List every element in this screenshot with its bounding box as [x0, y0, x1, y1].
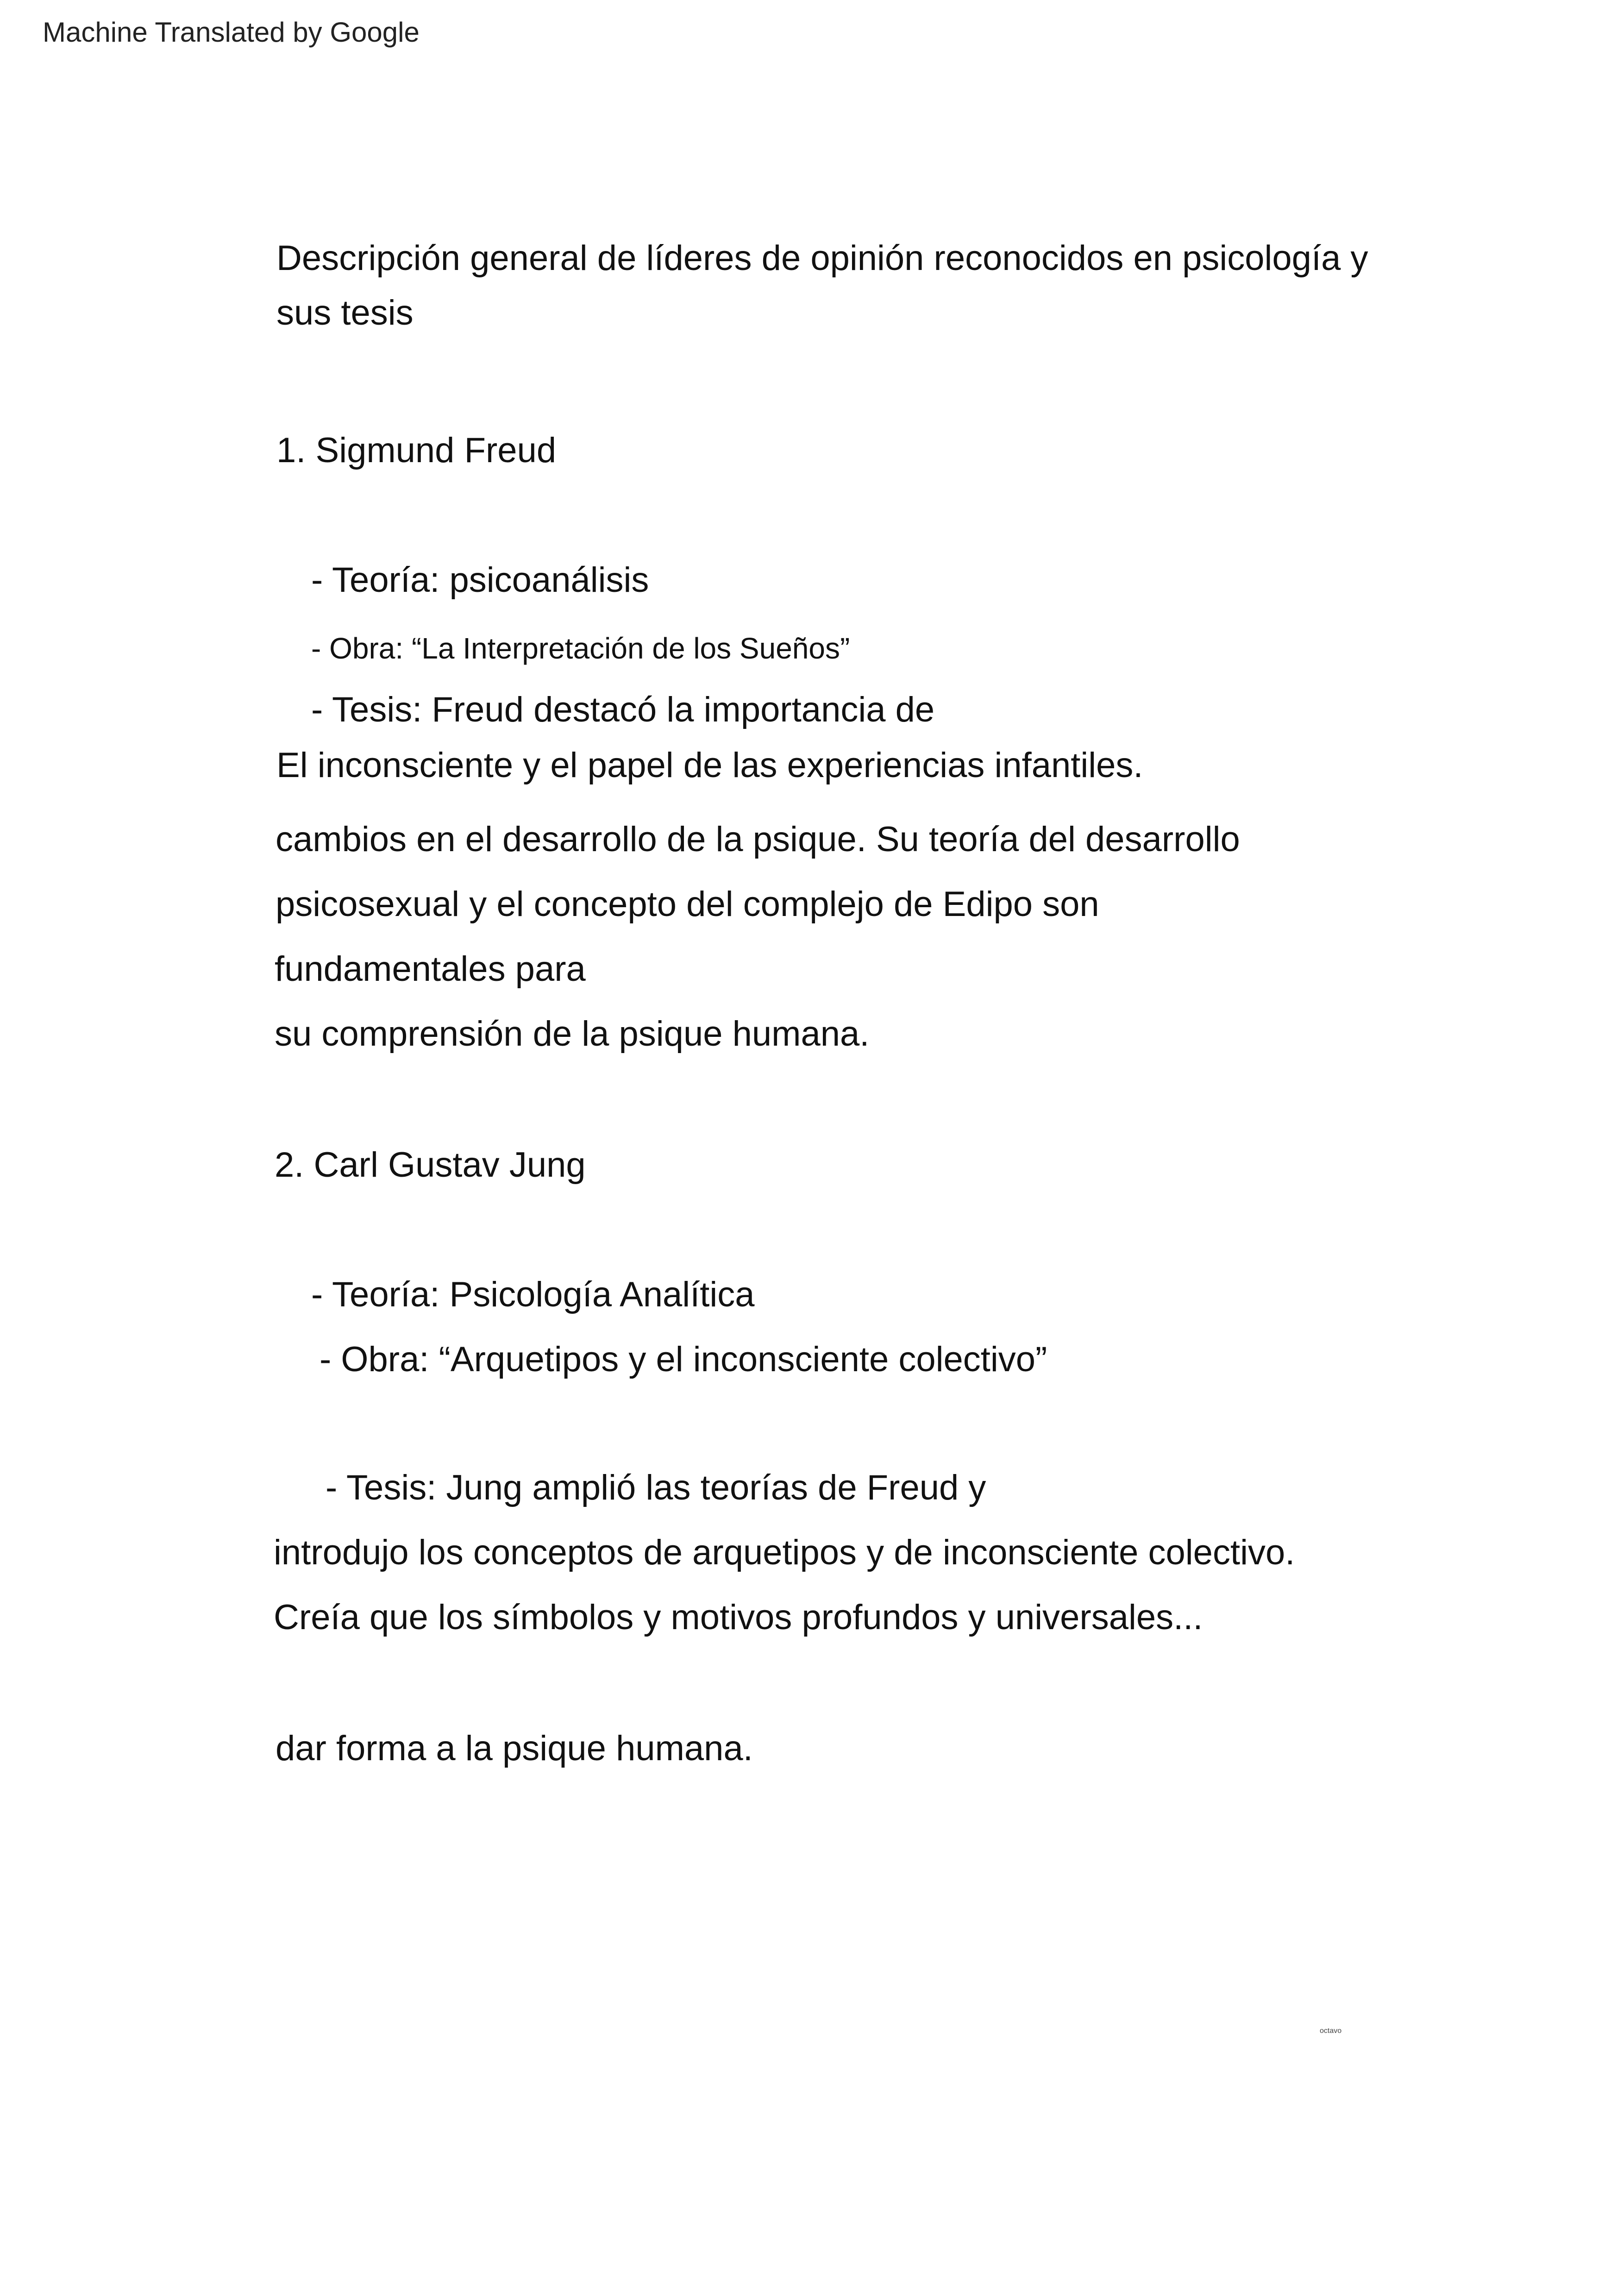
work-line: - Obra: “La Interpretación de los Sueños” — [311, 632, 850, 665]
document-title-line-2: sus tesis — [276, 293, 414, 332]
thesis-line: - Tesis: Jung amplió las teorías de Freud y — [326, 1468, 986, 1507]
page-mark: octavo — [1320, 2027, 1342, 2035]
thesis-line: psicosexual y el concepto del complejo de Edipo son — [276, 885, 1099, 924]
section-heading: 1. Sigmund Freud — [276, 431, 557, 470]
thesis-line: Creía que los símbolos y motivos profundos y universales... — [274, 1598, 1203, 1637]
thesis-line: su comprensión de la psique humana. — [275, 1014, 870, 1054]
thesis-line: El inconsciente y el papel de las experiencias infantiles. — [276, 746, 1143, 785]
document-title-line-1: Descripción general de líderes de opinión reconocidos en psicología y — [276, 238, 1368, 278]
section-heading: 2. Carl Gustav Jung — [275, 1145, 586, 1185]
thesis-line: fundamentales para — [275, 949, 586, 989]
theory-line: - Teoría: Psicología Analítica — [311, 1275, 755, 1314]
theory-line: - Teoría: psicoanálisis — [311, 560, 649, 600]
thesis-line: dar forma a la psique humana. — [276, 1729, 753, 1768]
work-line: - Obra: “Arquetipos y el inconsciente colectivo” — [320, 1340, 1047, 1379]
translation-banner: Machine Translated by Google — [43, 17, 420, 48]
thesis-line: cambios en el desarrollo de la psique. Su teoría del desarrollo — [276, 820, 1240, 859]
thesis-line: - Tesis: Freud destacó la importancia de — [311, 690, 935, 729]
thesis-line: introdujo los conceptos de arquetipos y de inconsciente colectivo. — [274, 1533, 1295, 1572]
